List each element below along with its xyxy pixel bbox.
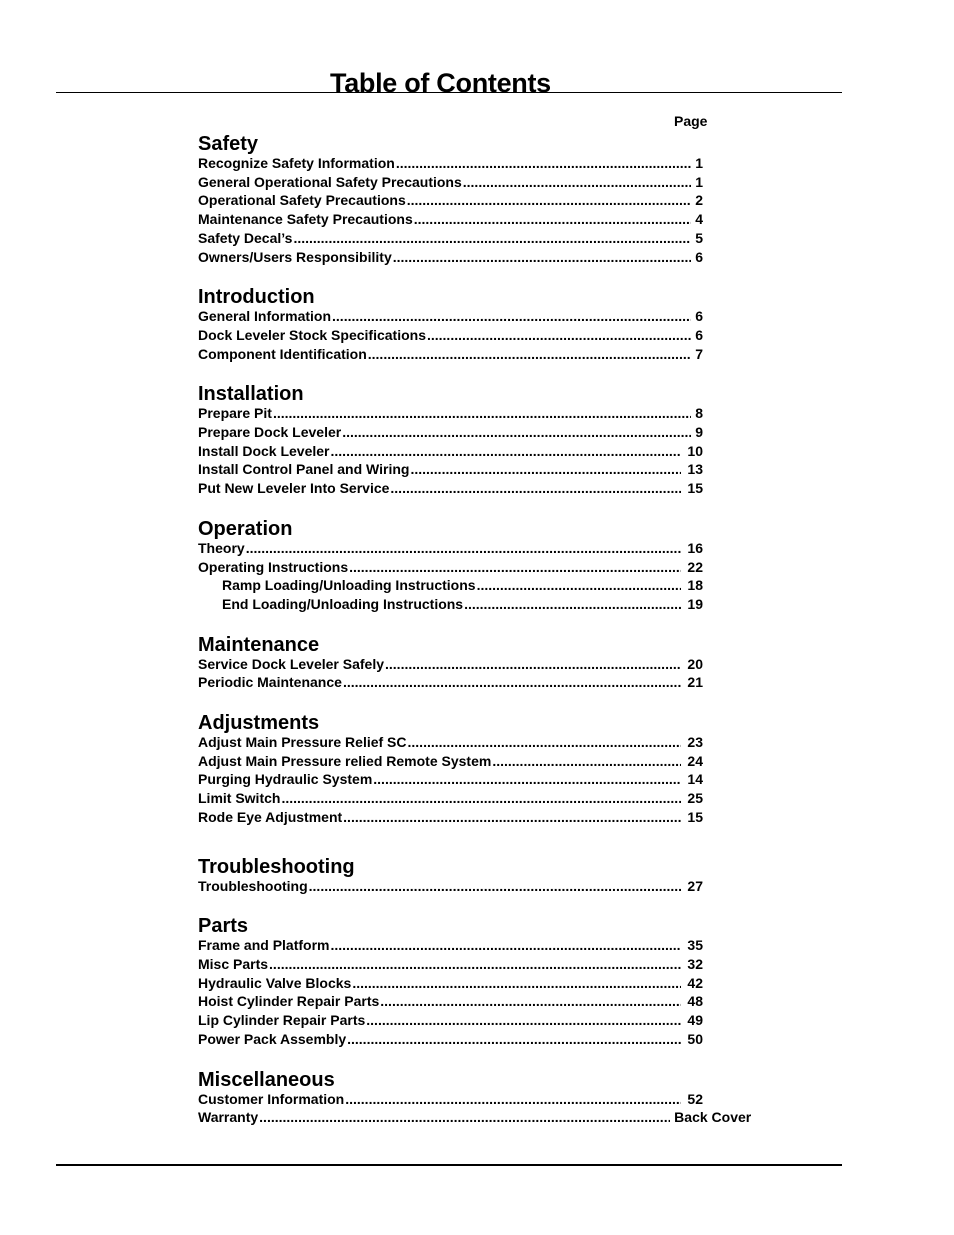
page-title: Table of Contents — [330, 68, 551, 98]
toc-section-maintenance — [198, 633, 778, 692]
toc-entry-label: Adjust Main Pressure relied Remote System — [198, 752, 492, 769]
toc-entry-page: 13 — [687, 461, 703, 478]
dot-leader — [396, 154, 691, 173]
toc-entry-page: 27 — [687, 877, 703, 894]
toc-entry[interactable] — [198, 404, 703, 423]
toc-entry-label: Limit Switch — [198, 790, 281, 807]
toc-entry-label: Install Control Panel and Wiring — [198, 461, 410, 478]
toc-entry-label: Prepare Pit — [198, 405, 272, 422]
toc-entry[interactable] — [198, 733, 703, 752]
dot-leader — [368, 345, 691, 364]
toc-entry-page: 52 — [687, 1090, 703, 1107]
dot-leader — [332, 307, 691, 326]
toc-entry[interactable] — [198, 229, 703, 248]
toc-entry-page: 7 — [695, 345, 703, 362]
toc-entry-page: 23 — [687, 734, 703, 751]
toc-entry[interactable] — [198, 479, 703, 498]
toc-entry-page: 21 — [687, 674, 703, 691]
table-of-contents — [198, 132, 778, 1146]
toc-entry-page: 48 — [687, 993, 703, 1010]
dot-leader — [390, 479, 681, 498]
toc-entry[interactable] — [198, 423, 703, 442]
dot-leader — [427, 326, 691, 345]
toc-entry[interactable] — [198, 752, 703, 771]
toc-entry[interactable] — [198, 1030, 703, 1049]
toc-entry[interactable] — [198, 210, 703, 229]
section-heading: Installation — [198, 383, 304, 406]
toc-entry-page: Back Cover — [674, 1109, 752, 1126]
toc-entry[interactable] — [198, 1090, 703, 1109]
toc-entry-page: 6 — [695, 326, 703, 343]
footer-rule — [56, 1164, 842, 1166]
toc-entry[interactable] — [198, 770, 703, 789]
section-heading: Safety — [198, 133, 259, 155]
toc-entry[interactable] — [198, 1108, 773, 1127]
toc-entry[interactable] — [198, 173, 703, 192]
toc-entry[interactable] — [198, 442, 703, 461]
toc-entry[interactable] — [198, 191, 703, 210]
section-heading: Miscellaneous — [198, 1068, 335, 1091]
toc-entry-page: 4 — [695, 211, 703, 228]
toc-entry-page: 42 — [687, 974, 703, 991]
dot-leader — [408, 733, 681, 752]
toc-entry-page: 25 — [687, 790, 703, 807]
toc-entry-page: 1 — [695, 173, 703, 190]
section-heading: Operation — [198, 517, 293, 540]
toc-entry-indented[interactable] — [198, 595, 703, 614]
toc-entry-page: 8 — [695, 405, 703, 422]
toc-entry-label: Warranty — [198, 1109, 259, 1126]
toc-entry[interactable] — [198, 808, 703, 827]
toc-entry-label: Safety Decal’s — [198, 229, 293, 246]
toc-entry-label: Install Dock Leveler — [198, 442, 330, 459]
toc-entry-label: End Loading/Unloading Instructions — [222, 595, 464, 612]
toc-entry-page: 15 — [687, 808, 703, 825]
dot-leader — [477, 576, 681, 595]
dot-leader — [309, 877, 681, 896]
dot-leader — [410, 460, 681, 479]
dot-leader — [385, 655, 681, 674]
toc-entry-label: General Information — [198, 308, 332, 325]
dot-leader — [349, 558, 681, 577]
toc-entry[interactable] — [198, 789, 703, 808]
section-heading: Adjustments — [198, 712, 320, 735]
dot-leader — [342, 423, 691, 442]
toc-entry-label: Owners/Users Responsibility — [198, 248, 392, 265]
toc-entry[interactable] — [198, 345, 703, 364]
toc-entry-page: 15 — [687, 480, 703, 497]
toc-entry[interactable] — [198, 154, 703, 173]
toc-entry-label: Hydraulic Valve Blocks — [198, 974, 352, 991]
toc-entry[interactable] — [198, 539, 703, 558]
toc-entry[interactable] — [198, 326, 703, 345]
toc-entry-label: Purging Hydraulic System — [198, 771, 373, 788]
toc-section-introduction — [198, 285, 778, 363]
dot-leader — [259, 1108, 670, 1127]
toc-entry-page: 18 — [687, 577, 703, 594]
dot-leader — [366, 1011, 681, 1030]
page-column-label: Page — [674, 113, 708, 129]
toc-section-safety — [198, 132, 778, 266]
toc-entry-page: 5 — [695, 229, 703, 246]
toc-entry-page: 16 — [687, 539, 703, 556]
toc-entry[interactable] — [198, 248, 703, 267]
toc-entry-page: 6 — [695, 248, 703, 265]
toc-entry-label: Hoist Cylinder Repair Parts — [198, 993, 380, 1010]
section-heading: Parts — [198, 915, 249, 938]
toc-entry-page: 35 — [687, 937, 703, 954]
toc-entry-indented[interactable] — [198, 576, 703, 595]
toc-section-parts — [198, 914, 778, 1048]
toc-entry-page: 49 — [687, 1012, 703, 1029]
toc-entry-label: Lip Cylinder Repair Parts — [198, 1012, 366, 1029]
dot-leader — [331, 442, 681, 461]
toc-entry-label: Operating Instructions — [198, 558, 349, 575]
toc-entry-label: Component Identification — [198, 345, 367, 362]
toc-entry-page: 20 — [687, 655, 703, 672]
toc-entry[interactable] — [198, 992, 703, 1011]
toc-entry-label: Rode Eye Adjustment — [198, 808, 343, 825]
toc-entry-page: 14 — [687, 771, 703, 788]
toc-entry-label: Service Dock Leveler Safely — [198, 655, 385, 672]
toc-entry-label: Adjust Main Pressure Relief SC — [198, 734, 407, 751]
dot-leader — [407, 191, 691, 210]
toc-entry[interactable] — [198, 673, 703, 692]
toc-section-miscellaneous — [198, 1068, 778, 1127]
toc-entry-label: Dock Leveler Stock Specifications — [198, 326, 426, 343]
toc-entry-label: Frame and Platform — [198, 937, 330, 954]
toc-entry-page: 6 — [695, 308, 703, 325]
dot-leader — [273, 404, 691, 423]
section-heading: Introduction — [198, 286, 315, 309]
toc-entry[interactable] — [198, 974, 703, 993]
toc-entry-label: Recognize Safety Information — [198, 155, 395, 171]
toc-entry-page: 22 — [687, 558, 703, 575]
toc-entry-label: Misc Parts — [198, 955, 269, 972]
toc-entry-label: Theory — [198, 539, 245, 556]
toc-entry[interactable] — [198, 460, 703, 479]
toc-entry-label: Ramp Loading/Unloading Instructions — [222, 577, 476, 594]
toc-entry-page: 19 — [687, 595, 703, 612]
toc-entry-label: Customer Information — [198, 1090, 345, 1107]
dot-leader — [345, 1090, 681, 1109]
toc-entry[interactable] — [198, 558, 703, 577]
dot-leader — [373, 770, 681, 789]
toc-entry-label: Operational Safety Precautions — [198, 192, 406, 209]
toc-section-adjustments — [198, 711, 778, 827]
toc-entry-label: Maintenance Safety Precautions — [198, 211, 413, 228]
dot-leader — [393, 248, 691, 267]
toc-entry-label: Put New Leveler Into Service — [198, 480, 390, 497]
section-heading: Troubleshooting — [198, 855, 355, 878]
dot-leader — [347, 1030, 681, 1049]
toc-section-installation — [198, 382, 778, 498]
section-heading: Maintenance — [198, 633, 320, 656]
dot-leader — [464, 595, 681, 614]
toc-section-operation — [198, 517, 778, 614]
dot-leader — [330, 936, 681, 955]
toc-entry[interactable] — [198, 1011, 703, 1030]
toc-entry[interactable] — [198, 955, 703, 974]
dot-leader — [380, 992, 681, 1011]
toc-entry[interactable] — [198, 936, 703, 955]
dot-leader — [414, 210, 691, 229]
dot-leader — [352, 974, 681, 993]
toc-entry-label: Prepare Dock Leveler — [198, 424, 342, 441]
dot-leader — [269, 955, 681, 974]
toc-entry-page: 1 — [695, 155, 703, 171]
toc-entry-label: Troubleshooting — [198, 877, 308, 894]
toc-entry-label: General Operational Safety Precautions — [198, 173, 462, 190]
dot-leader — [492, 752, 681, 771]
dot-leader — [463, 173, 691, 192]
toc-entry-page: 32 — [687, 955, 703, 972]
dot-leader — [281, 789, 681, 808]
toc-entry[interactable] — [198, 655, 703, 674]
toc-entry-label: Periodic Maintenance — [198, 674, 342, 691]
toc-entry-page: 2 — [695, 192, 703, 209]
toc-entry[interactable] — [198, 877, 703, 896]
dot-leader — [293, 229, 691, 248]
dot-leader — [343, 673, 681, 692]
toc-entry-page: 10 — [687, 442, 703, 459]
toc-entry-page: 24 — [687, 752, 703, 769]
toc-entry[interactable] — [198, 307, 703, 326]
dot-leader — [246, 539, 681, 558]
toc-section-troubleshooting — [198, 855, 778, 896]
dot-leader — [343, 808, 681, 827]
toc-entry-page: 9 — [695, 424, 703, 441]
toc-entry-page: 50 — [687, 1030, 703, 1047]
toc-entry-label: Power Pack Assembly — [198, 1030, 347, 1047]
